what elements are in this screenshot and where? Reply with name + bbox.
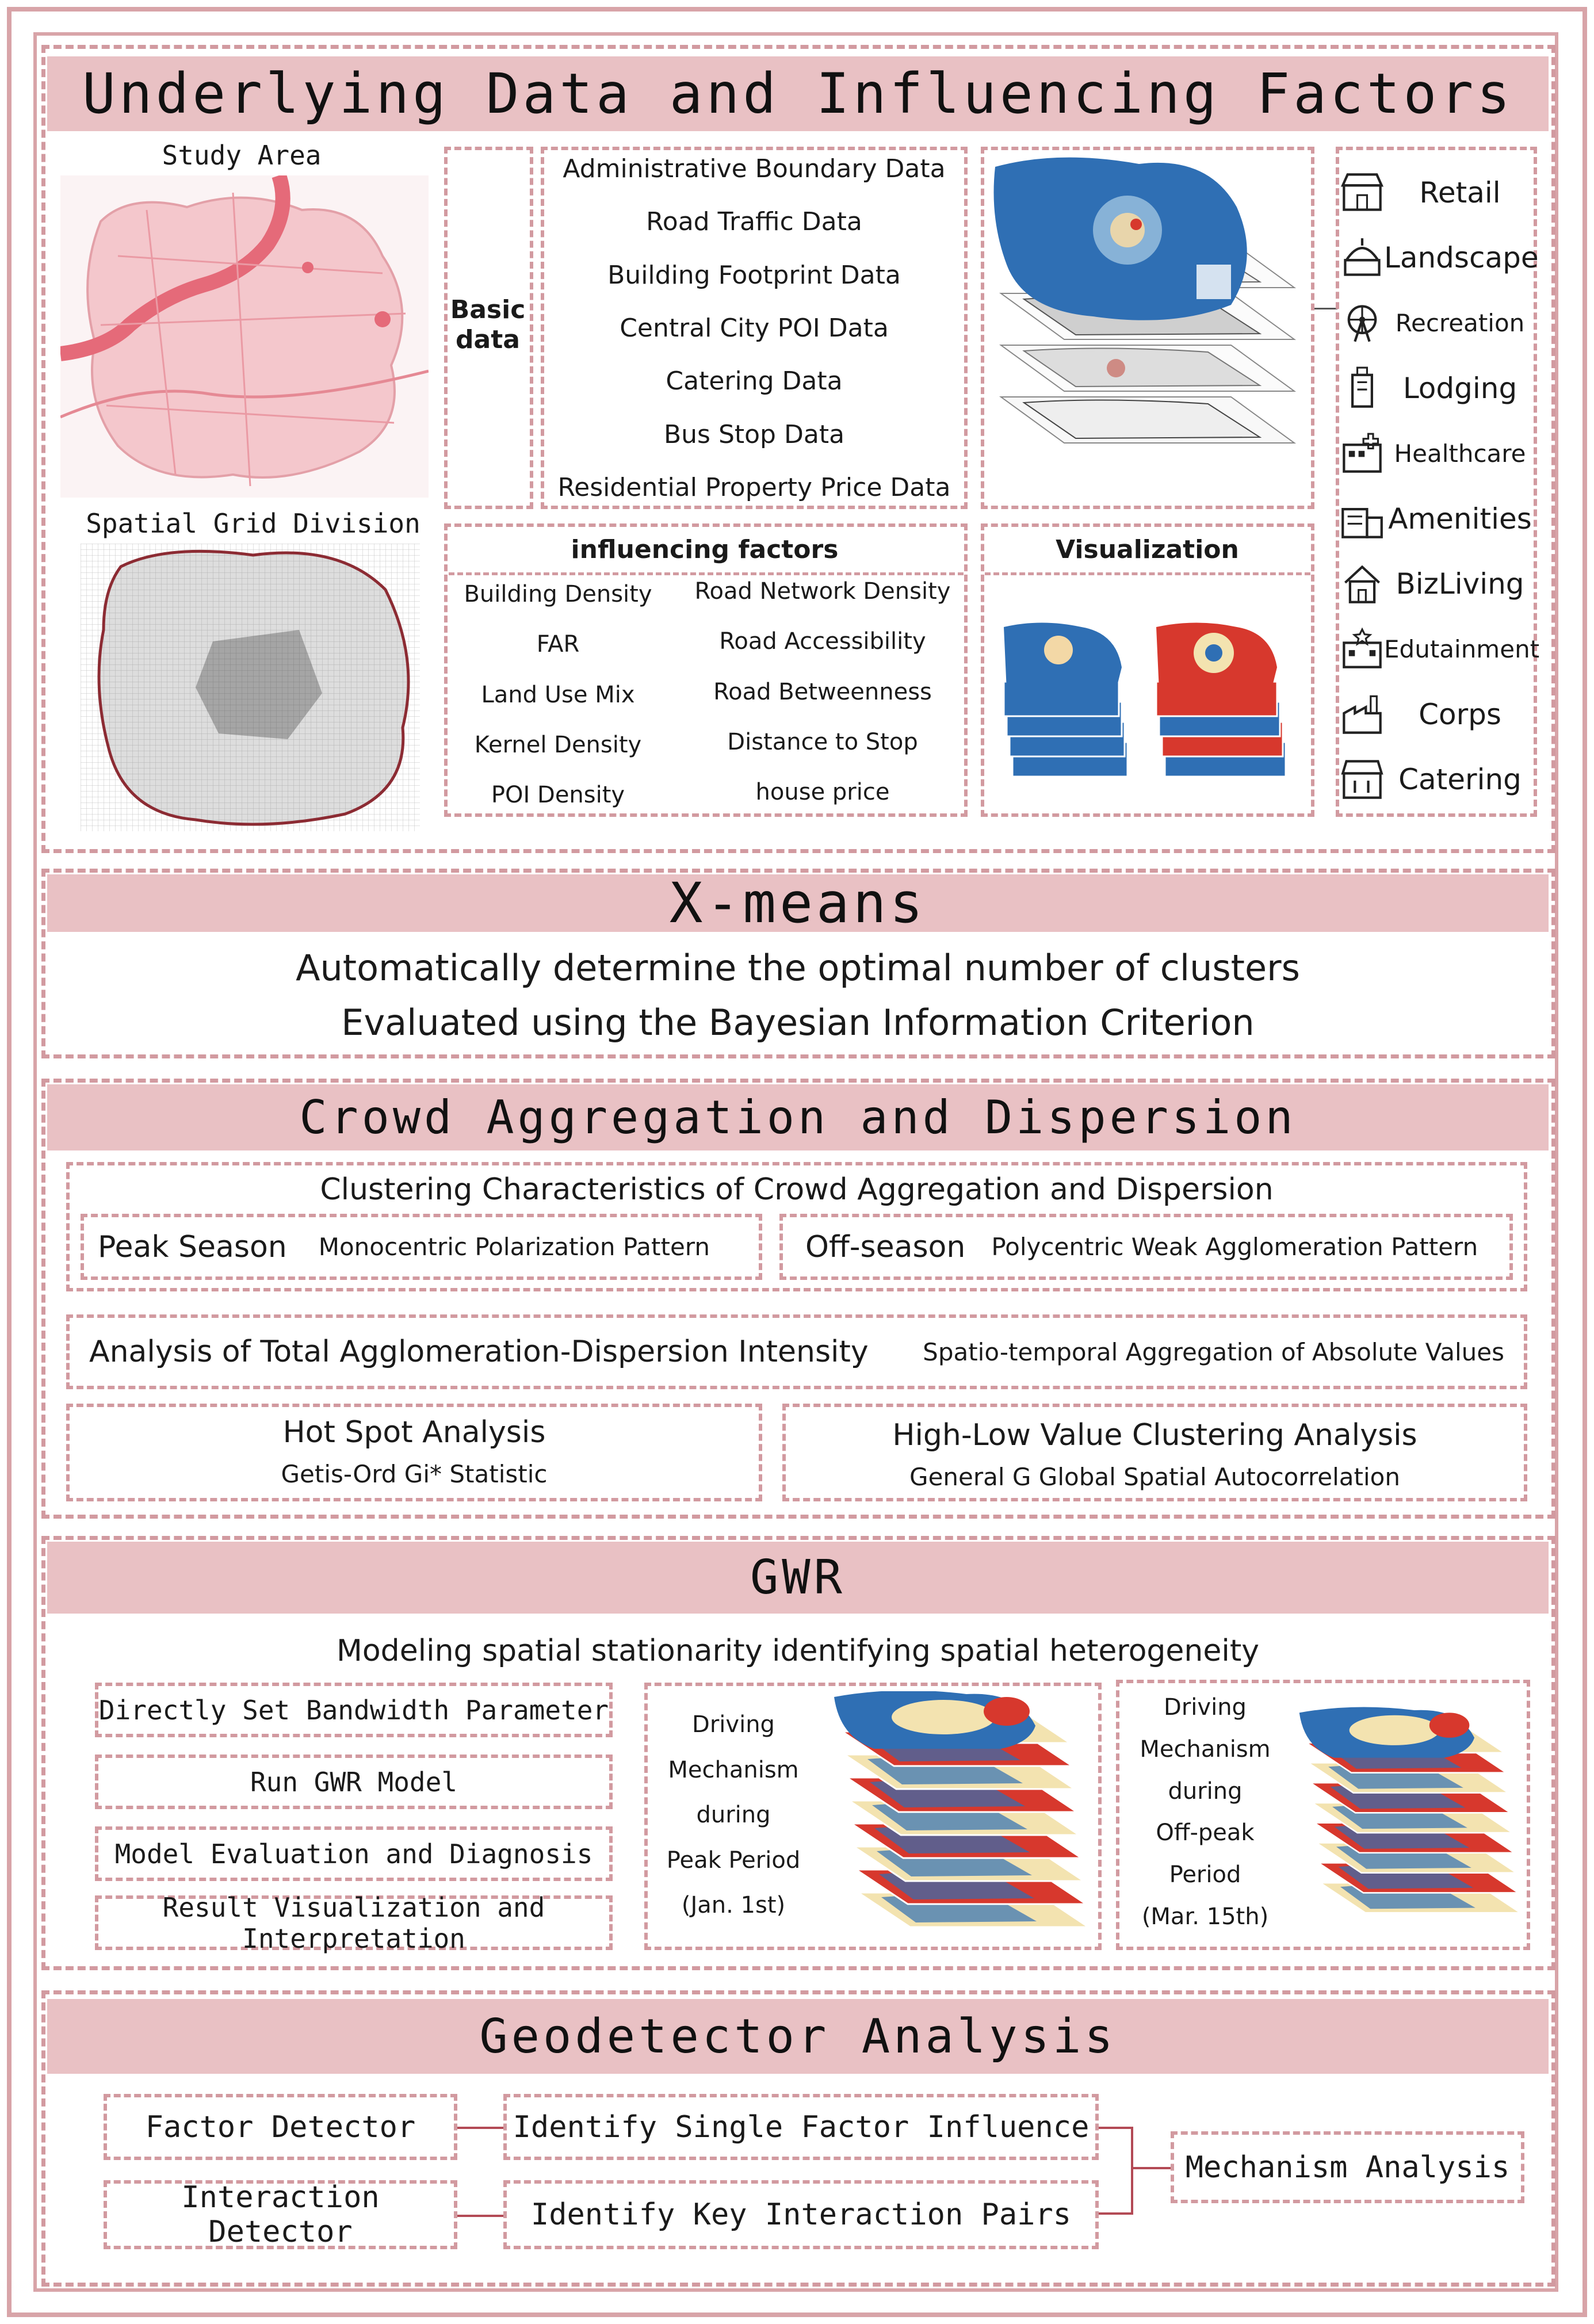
off-season-desc: Polycentric Weak Agglomeration Pattern [991, 1233, 1478, 1261]
gwr-offpeak-line: Driving [1164, 1694, 1247, 1721]
factor-item: Kernel Density [474, 731, 642, 758]
spatial-grid-map [81, 544, 420, 831]
basic-data-item: Administrative Boundary Data [563, 154, 946, 184]
category-connector [1314, 308, 1337, 309]
factor-item: Road Network Density [694, 578, 951, 605]
gwr-step-1: Directly Set Bandwidth Parameter [98, 1694, 609, 1726]
hospital-icon [1340, 431, 1384, 475]
total-intensity-row [75, 1320, 1519, 1383]
influencing-factors-label: influencing factors [571, 534, 839, 564]
factor-item: Building Density [464, 581, 652, 607]
basic-data-item: Building Footprint Data [607, 260, 901, 290]
poi-category-label: BizLiving [1396, 567, 1524, 601]
factor-item: Land Use Mix [481, 681, 635, 708]
gwr-offpeak-line: Off-peak [1156, 1820, 1255, 1847]
poi-category-label: Catering [1398, 762, 1522, 796]
poi-category-item [1340, 493, 1536, 545]
clustering-title: Clustering Characteristics of Crowd Aggregation and Dispersion [320, 1172, 1274, 1207]
interaction-detector-label: Interaction Detector [181, 2180, 380, 2249]
poi-category-label: Recreation [1395, 309, 1525, 338]
gwr-offpeak-line: (Mar. 15th) [1141, 1903, 1269, 1930]
poi-category-item [1340, 362, 1536, 414]
poi-category-item [1340, 297, 1536, 349]
poi-category-label: Landscape [1384, 241, 1539, 275]
single-factor-label: Identify Single Factor Influence [513, 2109, 1090, 2145]
poi-category-label: Retail [1419, 176, 1501, 209]
factor-item: Road Accessibility [719, 628, 926, 655]
school-icon [1340, 627, 1384, 671]
peak-season-desc: Monocentric Polarization Pattern [318, 1233, 710, 1261]
total-intensity-desc: Spatio-temporal Aggregation of Absolute Values [923, 1337, 1504, 1366]
key-pairs-label: Identify Key Interaction Pairs [530, 2197, 1072, 2232]
restaurant-icon [1340, 758, 1384, 801]
basic-data-item: Road Traffic Data [646, 207, 862, 237]
gwr-peak-line: during [696, 1802, 771, 1828]
poi-category-list [1340, 167, 1540, 805]
building-icon [1340, 497, 1384, 541]
connector-mechanism [1133, 2167, 1171, 2169]
basic-data-label: Basic data [450, 295, 526, 354]
poi-category-label: Corps [1419, 697, 1501, 731]
data-layers-stack [989, 155, 1306, 500]
gwr-peak-line: Mechanism [668, 1756, 799, 1783]
hotspot-desc: Getis-Ord Gi* Statistic [281, 1460, 548, 1488]
connector-factor [457, 2127, 503, 2129]
factors-right-list [679, 578, 966, 805]
gwr-offpeak-line: during [1168, 1778, 1243, 1805]
section-title-gwr: GWR [47, 1542, 1549, 1614]
high-low-desc: General G Global Spatial Autocorrelation [909, 1463, 1400, 1491]
gwr-offpeak-maps [1294, 1691, 1524, 1944]
shop-icon [1340, 171, 1384, 215]
section-title-underlying-data: Underlying Data and Influencing Factors [47, 56, 1549, 131]
visualization-maps [1001, 621, 1300, 811]
poi-category-item [1340, 558, 1536, 610]
high-low-title: High-Low Value Clustering Analysis [892, 1418, 1417, 1452]
basic-data-item: Central City POI Data [620, 313, 889, 343]
poi-category-item [1340, 689, 1536, 740]
dome-icon [1340, 236, 1384, 280]
total-intensity-label: Analysis of Total Agglomeration-Dispersion Intensity [89, 1335, 869, 1369]
factor-detector-label: Factor Detector [145, 2109, 416, 2145]
connector-interaction [457, 2215, 503, 2217]
gwr-offpeak-line: Period [1169, 1862, 1241, 1889]
gwr-peak-line: (Jan. 1st) [681, 1892, 786, 1918]
visualization-divider [985, 572, 1310, 575]
basic-data-item: Catering Data [666, 366, 843, 396]
factor-item: FAR [536, 631, 580, 658]
x-means-line-1: Automatically determine the optimal number of clusters [296, 947, 1300, 989]
off-season-label: Off-season [805, 1229, 966, 1264]
section-title-crowd: Crowd Aggregation and Dispersion [47, 1084, 1549, 1150]
factors-divider [449, 572, 964, 575]
gwr-step-3: Model Evaluation and Diagnosis [114, 1838, 593, 1870]
connector-bracket [1099, 2127, 1133, 2215]
gwr-offpeak-label [1122, 1694, 1289, 1930]
poi-category-label: Lodging [1402, 371, 1517, 405]
factor-item: Distance to Stop [727, 728, 918, 755]
poi-category-label: Healthcare [1394, 439, 1526, 468]
gwr-peak-label [650, 1711, 817, 1918]
factory-icon [1340, 693, 1384, 736]
peak-season-label: Peak Season [98, 1229, 287, 1264]
section-title-geodetector: Geodetector Analysis [47, 1999, 1549, 2074]
tower-icon [1340, 366, 1384, 410]
ferris-wheel-icon [1340, 301, 1384, 345]
basic-data-list [546, 154, 962, 502]
visualization-label: Visualization [1056, 534, 1239, 564]
gwr-peak-line: Driving [692, 1711, 775, 1738]
spatial-grid-label: Spatial Grid Division [86, 508, 421, 539]
poi-category-item [1340, 427, 1536, 479]
factor-item: Road Betweenness [713, 678, 932, 705]
basic-data-item: Bus Stop Data [663, 419, 845, 449]
poi-category-item [1340, 754, 1536, 805]
study-area-map [60, 175, 429, 498]
poi-category-label: Amenities [1388, 502, 1532, 536]
gwr-subtitle: Modeling spatial stationarity identifying spatial heterogeneity [337, 1634, 1259, 1668]
gwr-peak-line: Peak Period [666, 1847, 801, 1874]
factor-item: house price [755, 779, 890, 805]
factors-left-list [452, 581, 664, 808]
house-icon [1340, 562, 1384, 606]
section-title-x-means: X-means [47, 874, 1549, 932]
gwr-step-4: Result Visualization and Interpretation [162, 1891, 545, 1954]
poi-category-item [1340, 167, 1536, 219]
poi-category-item [1340, 623, 1540, 675]
hotspot-title: Hot Spot Analysis [282, 1415, 546, 1450]
gwr-peak-maps [828, 1691, 1093, 1944]
gwr-step-2: Run GWR Model [250, 1766, 458, 1798]
factor-item: POI Density [491, 782, 625, 808]
study-area-label: Study Area [162, 140, 322, 171]
peak-season-row [89, 1220, 756, 1274]
basic-data-item: Residential Property Price Data [557, 472, 951, 502]
off-season-row [788, 1220, 1507, 1274]
poi-category-label: Edutainment [1384, 634, 1540, 663]
mechanism-label: Mechanism Analysis [1185, 2150, 1510, 2185]
poi-category-item [1340, 232, 1539, 284]
gwr-offpeak-line: Mechanism [1140, 1736, 1271, 1763]
x-means-line-2: Evaluated using the Bayesian Information Criterion [341, 1002, 1255, 1043]
